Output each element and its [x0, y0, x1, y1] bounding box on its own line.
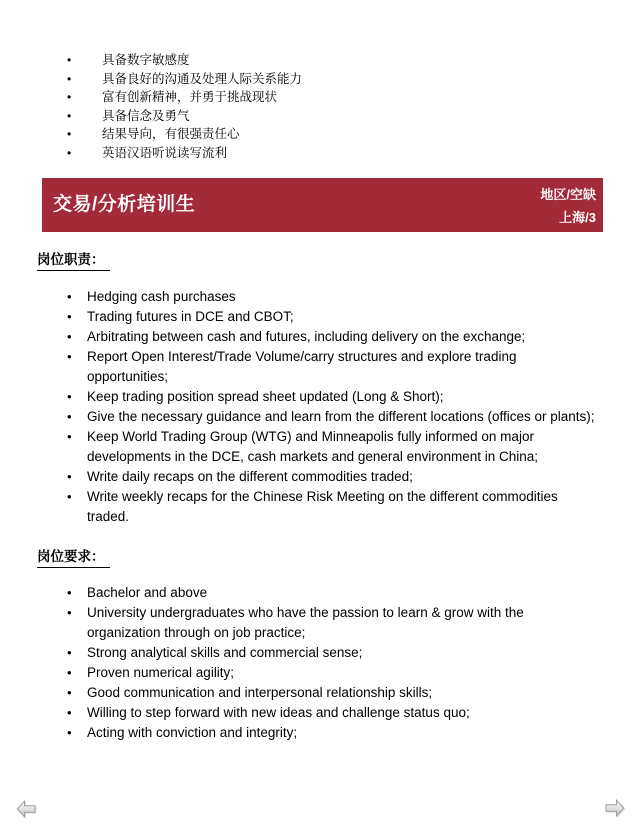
list-item	[67, 144, 302, 163]
list-item	[67, 88, 302, 107]
list-item	[67, 643, 599, 663]
list-item	[67, 603, 599, 643]
list-item	[67, 663, 599, 683]
list-item-text: Strong analytical skills and commercial sense;	[87, 645, 363, 660]
location-vacancy-block	[540, 178, 603, 232]
candidate-traits-list	[67, 51, 302, 163]
list-item-text: Good communication and interpersonal relationship skills;	[87, 685, 433, 700]
list-item-text: Bachelor and above	[87, 585, 208, 600]
list-item-text: 具备信念及勇气	[102, 108, 190, 123]
bullet-icon: •	[67, 108, 72, 123]
bullet-icon: •	[67, 489, 72, 504]
bullet-icon: •	[67, 329, 72, 344]
list-item-text: Arbitrating between cash and futures, including delivery on the exchange;	[87, 329, 526, 344]
list-item-text: 英语汉语听说读写流利	[102, 145, 228, 160]
list-item	[67, 287, 599, 307]
list-item	[67, 427, 599, 467]
list-item	[67, 683, 599, 703]
list-item-text: Write weekly recaps for the Chinese Risk Meeting on the different commodities traded.	[87, 489, 558, 524]
bullet-icon: •	[67, 145, 72, 160]
bullet-icon: •	[67, 665, 72, 680]
list-item-text: 具备数字敏感度	[102, 53, 190, 67]
bullet-icon: •	[67, 289, 72, 304]
list-item	[67, 347, 599, 387]
bullet-icon: •	[67, 53, 72, 67]
list-item-text: Keep World Trading Group (WTG) and Minneapolis fully informed on major developments in the DCE, cash markets and general environment in China;	[87, 429, 538, 464]
list-item-text: 具备良好的沟通及处理人际关系能力	[102, 71, 303, 86]
location-vacancy-value: 上海/3	[559, 209, 596, 225]
bullet-icon: •	[67, 685, 72, 700]
job-title-banner	[42, 178, 603, 232]
list-item-text: Acting with conviction and integrity;	[87, 725, 298, 740]
list-item	[67, 703, 599, 723]
requirements-heading: 岗位要求：	[37, 545, 110, 568]
list-item-text: Give the necessary guidance and learn from the different locations (offices or plants);	[87, 409, 595, 424]
location-vacancy-label: 地区/空缺	[540, 187, 596, 202]
list-item	[67, 307, 599, 327]
list-item	[67, 125, 302, 144]
responsibilities-heading: 岗位职责：	[37, 248, 110, 271]
list-item	[67, 487, 599, 527]
bullet-icon: •	[67, 605, 72, 620]
list-item-text: 结果导向，有很强责任心	[102, 127, 240, 142]
bullet-icon: •	[67, 71, 72, 86]
list-item-text: University undergraduates who have the passion to learn & grow with the organization through on job practice;	[87, 605, 524, 640]
list-item	[67, 70, 302, 89]
bullet-icon: •	[67, 705, 72, 720]
bullet-icon: •	[67, 127, 72, 142]
list-item	[67, 51, 302, 70]
list-item	[67, 407, 599, 427]
requirements-list	[67, 583, 599, 743]
list-item-text: 富有创新精神，并勇于挑战现状	[102, 90, 278, 105]
bullet-icon: •	[67, 90, 72, 105]
list-item	[67, 467, 599, 487]
bullet-icon: •	[67, 585, 72, 600]
list-item-text: Hedging cash purchases	[87, 289, 236, 304]
list-item	[67, 583, 599, 603]
bullet-icon: •	[67, 645, 72, 660]
bullet-icon: •	[67, 309, 72, 324]
list-item-text: Write daily recaps on the different commodities traded;	[87, 469, 413, 484]
responsibilities-list	[67, 287, 599, 527]
next-page-arrow-icon[interactable]	[605, 798, 625, 818]
previous-page-arrow-icon[interactable]	[16, 799, 36, 819]
bullet-icon: •	[67, 409, 72, 424]
list-item	[67, 327, 599, 347]
list-item	[67, 107, 302, 126]
bullet-icon: •	[67, 429, 72, 444]
bullet-icon: •	[67, 469, 72, 484]
bullet-icon: •	[67, 389, 72, 404]
list-item-text: Trading futures in DCE and CBOT;	[87, 309, 294, 324]
list-item	[67, 723, 599, 743]
bullet-icon: •	[67, 349, 72, 364]
list-item-text: Proven numerical agility;	[87, 665, 235, 680]
job-title: 交易/分析培训生	[53, 194, 196, 215]
list-item-text: Keep trading position spread sheet updated (Long & Short);	[87, 389, 444, 404]
list-item-text: Willing to step forward with new ideas and challenge status quo;	[87, 705, 470, 720]
list-item	[67, 387, 599, 407]
list-item-text: Report Open Interest/Trade Volume/carry structures and explore trading opportunities;	[87, 349, 517, 384]
bullet-icon: •	[67, 725, 72, 740]
